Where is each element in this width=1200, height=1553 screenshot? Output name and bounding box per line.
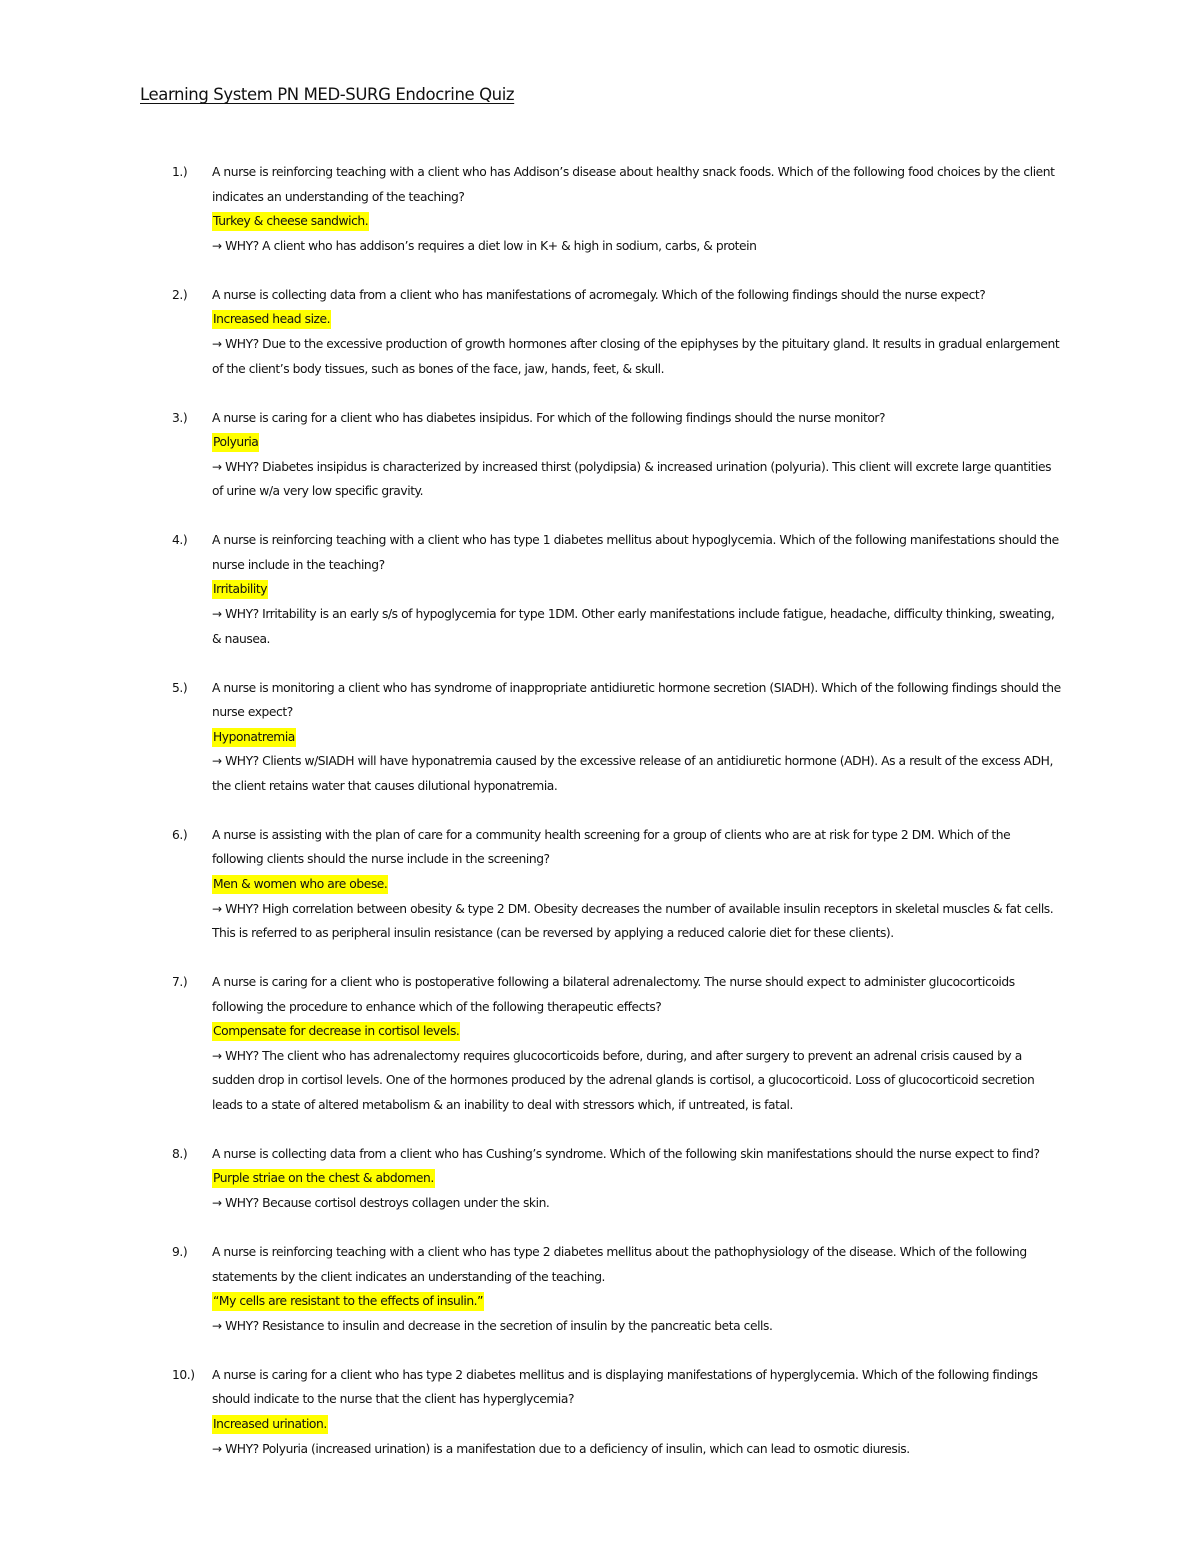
question-body (212, 528, 1064, 651)
question-body (212, 676, 1064, 799)
arrow-right-icon: → (212, 1196, 222, 1210)
arrow-right-icon: → (212, 1048, 222, 1063)
highlighted-answer: Men & women who are obese. (212, 875, 388, 894)
rationale-text: WHY? Due to the excessive production of growth hormones after closing of the epiphyses by the pituitary gland. It results in gradual enlargement of the client’s body tissues, such as bones of the face, jaw, hands, feet, & skull. (212, 337, 1060, 376)
highlighted-answer: Turkey & cheese sandwich. (212, 212, 369, 231)
rationale-text: WHY? High correlation between obesity & type 2 DM. Obesity decreases the number of available insulin receptors in skeletal muscles & fat cells. This is referred to as peripheral insulin resistance (can be reversed by applying a reduced calorie diet for these clients). (212, 901, 1054, 940)
arrow-right-icon: → (212, 901, 222, 916)
question-body (212, 283, 1064, 381)
question-text: A nurse is monitoring a client who has syndrome of inappropriate antidiuretic hormone secretion (SIADH). Which of the following findings should the nurse expect? (212, 680, 1061, 719)
question-text: A nurse is assisting with the plan of care for a community health screening for a group of clients who are at risk for type 2 DM. Which of the following clients should the nurse include in the screening? (212, 827, 1011, 867)
question-number: 1.) (172, 165, 188, 179)
question-item (0, 1142, 1200, 1216)
question-number: 6.) (172, 827, 188, 842)
question-number: 10.) (172, 1367, 195, 1382)
highlighted-answer: Compensate for decrease in cortisol levels. (212, 1022, 460, 1041)
question-item (0, 406, 1200, 504)
answer-rationale (212, 1314, 1064, 1339)
rationale-text: WHY? Irritability is an early s/s of hypoglycemia for type 1DM. Other early manifestations include fatigue, headache, difficulty thinking, sweating, & nausea. (212, 607, 1055, 646)
highlighted-answer: Irritability (212, 580, 268, 599)
question-text: A nurse is caring for a client who has diabetes insipidus. For which of the following findings should the nurse monitor? (212, 410, 886, 425)
answer-rationale (212, 897, 1064, 946)
question-body (212, 823, 1064, 946)
arrow-right-icon: → (212, 459, 222, 474)
rationale-text: WHY? Diabetes insipidus is characterized by increased thirst (polydipsia) & increased urination (polyuria). This client will excrete large quantities of urine w/a very low specific gravity. (212, 459, 1052, 499)
rationale-text: WHY? Because cortisol destroys collagen under the skin. (225, 1196, 550, 1210)
highlighted-answer: Purple striae on the chest & abdomen. (212, 1169, 435, 1188)
document-title: Learning System PN MED-SURG Endocrine Quiz (140, 85, 515, 104)
question-text: A nurse is reinforcing teaching with a client who has type 1 diabetes mellitus about hypoglycemia. Which of the following manifestations should the nurse include in the teaching? (212, 533, 1059, 572)
question-body (212, 160, 1064, 258)
rationale-text: WHY? Resistance to insulin and decrease in the secretion of insulin by the pancreatic beta cells. (225, 1318, 773, 1333)
answer-rationale (212, 602, 1064, 651)
highlighted-answer: Increased urination. (212, 1415, 328, 1434)
question-number: 2.) (172, 287, 188, 302)
question-item (0, 160, 1200, 258)
question-body (212, 1142, 1064, 1216)
answer-rationale (212, 749, 1064, 798)
arrow-right-icon: → (212, 607, 222, 621)
question-item (0, 528, 1200, 651)
question-number: 5.) (172, 680, 188, 695)
question-text: A nurse is caring for a client who is postoperative following a bilateral adrenalectomy. The nurse should expect to administer glucocorticoids following the procedure to enhance which of the following therapeutic effects? (212, 975, 1015, 1014)
answer-rationale (212, 1044, 1064, 1118)
answer-rationale (212, 1191, 1064, 1216)
question-number: 4.) (172, 533, 188, 548)
rationale-text: WHY? Clients w/SIADH will have hyponatremia caused by the excessive release of an antidiuretic hormone (ADH). As a result of the excess ADH, the client retains water that causes dilutional hyponatremia. (212, 754, 1053, 793)
question-item (0, 823, 1200, 946)
rationale-text: WHY? Polyuria (increased urination) is a manifestation due to a deficiency of insulin, which can lead to osmotic diuresis. (225, 1441, 910, 1456)
arrow-right-icon: → (212, 754, 222, 769)
question-list (0, 160, 1200, 1486)
question-body (212, 1240, 1064, 1338)
answer-rationale (212, 234, 1064, 259)
question-body (212, 1363, 1064, 1461)
highlighted-answer: “My cells are resistant to the effects of insulin.” (212, 1292, 484, 1311)
question-item (0, 970, 1200, 1117)
question-body (212, 970, 1064, 1117)
arrow-right-icon: → (212, 238, 222, 253)
rationale-text: WHY? The client who has adrenalectomy requires glucocorticoids before, during, and after surgery to prevent an adrenal crisis caused by a sudden drop in cortisol levels. One of the hormones produced by the adrenal glands is cortisol, a glucocorticoid. Loss of glucocorticoid secretion leads to a state of altered metabolism & an inability to deal with stressors which, if untreated, is fatal. (212, 1048, 1035, 1112)
highlighted-answer: Polyuria (212, 433, 259, 452)
arrow-right-icon: → (212, 1318, 222, 1333)
question-number: 9.) (172, 1245, 188, 1259)
question-text: A nurse is collecting data from a client who has Cushing’s syndrome. Which of the following skin manifestations should the nurse expect to find? (212, 1146, 1040, 1161)
question-text: A nurse is reinforcing teaching with a client who has Addison’s disease about healthy snack foods. Which of the following food choices by the client indicates an understanding of the teaching? (212, 165, 1055, 204)
question-item (0, 1363, 1200, 1461)
question-text: A nurse is reinforcing teaching with a client who has type 2 diabetes mellitus about the pathophysiology of the disease. Which of the following statements by the client indicates an understanding of the teaching. (212, 1245, 1027, 1284)
highlighted-answer: Hyponatremia (212, 728, 296, 747)
answer-rationale (212, 1437, 1064, 1462)
highlighted-answer: Increased head size. (212, 310, 331, 329)
arrow-right-icon: → (212, 1441, 222, 1456)
answer-rationale (212, 455, 1064, 504)
question-item (0, 676, 1200, 799)
rationale-text: WHY? A client who has addison’s requires a diet low in K+ & high in sodium, carbs, & protein (225, 238, 757, 253)
question-text: A nurse is collecting data from a client who has manifestations of acromegaly. Which of the following findings should the nurse expect? (212, 287, 986, 302)
arrow-right-icon: → (212, 337, 222, 351)
question-item (0, 283, 1200, 381)
question-number: 8.) (172, 1146, 188, 1161)
question-text: A nurse is caring for a client who has type 2 diabetes mellitus and is displaying manifestations of hyperglycemia. Which of the following findings should indicate to the nurse that the client has hyperglycemia? (212, 1367, 1038, 1407)
question-number: 3.) (172, 410, 188, 425)
answer-rationale (212, 332, 1064, 381)
question-number: 7.) (172, 975, 188, 989)
question-body (212, 406, 1064, 504)
question-item (0, 1240, 1200, 1338)
